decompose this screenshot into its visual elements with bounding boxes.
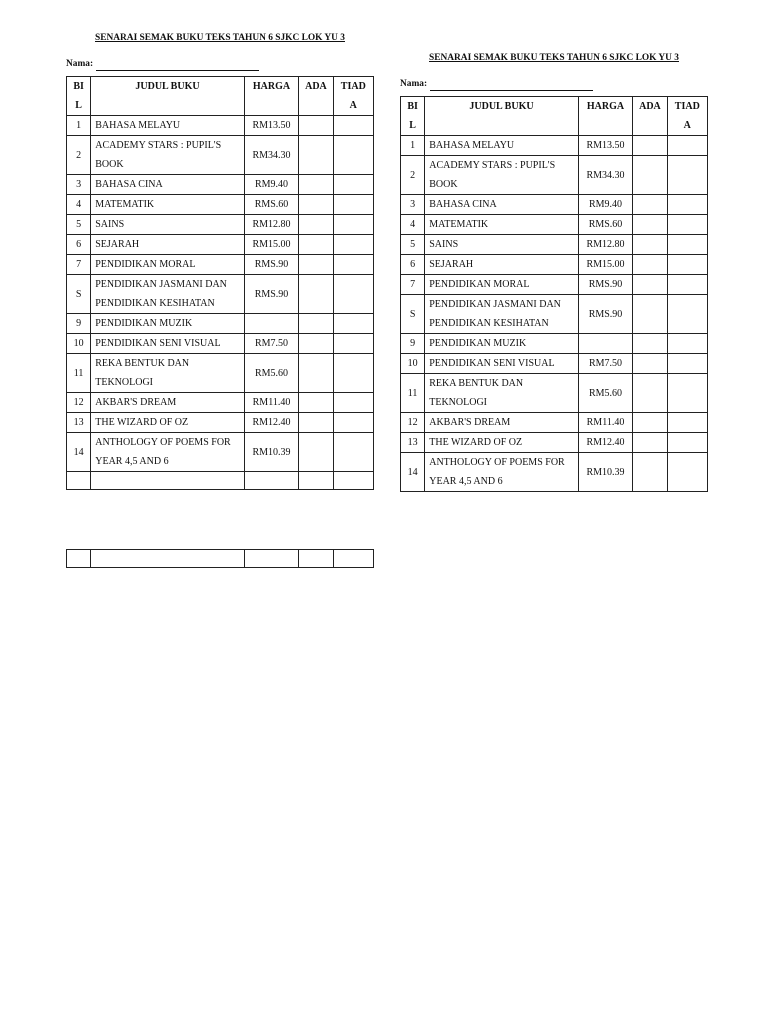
tiada-checkbox-cell[interactable] [333, 354, 373, 393]
table-row [67, 215, 374, 235]
book-price: RM12.40 [244, 413, 299, 433]
checklist-right [400, 51, 708, 492]
checklist-left [66, 31, 374, 490]
book-price: RM13.50 [578, 136, 633, 156]
row-number: 3 [401, 195, 425, 215]
row-number: 5 [67, 215, 91, 235]
tiada-checkbox-cell[interactable] [667, 413, 707, 433]
ada-checkbox-cell[interactable] [299, 116, 333, 136]
ada-checkbox-cell[interactable] [299, 215, 333, 235]
empty-cell[interactable] [333, 472, 373, 490]
table-row-empty [67, 472, 374, 490]
book-price: RM9.40 [244, 175, 299, 195]
tiada-checkbox-cell[interactable] [333, 413, 373, 433]
book-title: MATEMATIK [425, 215, 579, 235]
row-number: 13 [401, 433, 425, 453]
checklist-title: SENARAI SEMAK BUKU TEKS TAHUN 6 SJKC LOK YU 3 [429, 53, 679, 63]
ada-checkbox-cell[interactable] [633, 215, 667, 235]
book-price: RMS.90 [244, 255, 299, 275]
table-row [401, 334, 708, 354]
book-price: RM15.00 [578, 255, 633, 275]
table-row [401, 136, 708, 156]
row-number: 7 [401, 275, 425, 295]
empty-cell [67, 550, 91, 568]
book-table [66, 76, 374, 490]
tiada-checkbox-cell[interactable] [667, 453, 707, 492]
row-number: 13 [67, 413, 91, 433]
ada-checkbox-cell[interactable] [633, 195, 667, 215]
name-blank-line[interactable] [96, 60, 259, 71]
ada-checkbox-cell[interactable] [633, 255, 667, 275]
header-harga: HARGA [578, 97, 633, 136]
ada-checkbox-cell[interactable] [633, 275, 667, 295]
row-number: 5 [401, 235, 425, 255]
ada-checkbox-cell[interactable] [299, 314, 333, 334]
book-price: RM12.40 [578, 433, 633, 453]
row-number: 4 [67, 195, 91, 215]
tiada-checkbox-cell[interactable] [667, 215, 707, 235]
ada-checkbox-cell[interactable] [633, 453, 667, 492]
row-number: 10 [67, 334, 91, 354]
ada-checkbox-cell[interactable] [299, 136, 333, 175]
row-number: 9 [401, 334, 425, 354]
row-number: 11 [401, 374, 425, 413]
table-row [67, 195, 374, 215]
empty-cell[interactable] [91, 472, 245, 490]
header-judul: JUDUL BUKU [425, 97, 579, 136]
book-price [244, 314, 299, 334]
ada-checkbox-cell[interactable] [633, 413, 667, 433]
tiada-checkbox-cell[interactable] [667, 374, 707, 413]
book-title: ACADEMY STARS : PUPIL'S BOOK [425, 156, 579, 195]
header-ada: ADA [299, 77, 333, 116]
ada-checkbox-cell[interactable] [633, 374, 667, 413]
book-price: RM11.40 [244, 393, 299, 413]
ada-checkbox-cell[interactable] [299, 275, 333, 314]
book-price: RM5.60 [244, 354, 299, 393]
table-row [67, 136, 374, 175]
table-row [67, 116, 374, 136]
ada-checkbox-cell[interactable] [299, 334, 333, 354]
tiada-checkbox-cell[interactable] [667, 195, 707, 215]
tiada-checkbox-cell[interactable] [333, 215, 373, 235]
table-row [401, 235, 708, 255]
tiada-checkbox-cell[interactable] [667, 255, 707, 275]
row-number: 6 [67, 235, 91, 255]
row-number: 10 [401, 354, 425, 374]
table-row [67, 393, 374, 413]
tiada-checkbox-cell[interactable] [333, 235, 373, 255]
book-price: RMS.90 [578, 275, 633, 295]
ada-checkbox-cell[interactable] [633, 235, 667, 255]
tiada-checkbox-cell[interactable] [667, 354, 707, 374]
row-number: 4 [401, 215, 425, 235]
book-title: REKA BENTUK DAN TEKNOLOGI [425, 374, 579, 413]
header-tiada: TIAD A [667, 97, 707, 136]
table-row [67, 433, 374, 472]
book-price: RM34.30 [244, 136, 299, 175]
book-title: PENDIDIKAN SENI VISUAL [91, 334, 245, 354]
book-title: PENDIDIKAN SENI VISUAL [425, 354, 579, 374]
book-price: RM5.60 [578, 374, 633, 413]
table-row [67, 235, 374, 255]
row-number: 14 [67, 433, 91, 472]
row-number: S [67, 275, 91, 314]
book-title: REKA BENTUK DAN TEKNOLOGI [91, 354, 245, 393]
book-price: RMS.60 [244, 195, 299, 215]
table-row [401, 275, 708, 295]
table-row [401, 374, 708, 413]
tiada-checkbox-cell[interactable] [333, 255, 373, 275]
book-title: THE WIZARD OF OZ [91, 413, 245, 433]
book-price: RM12.80 [244, 215, 299, 235]
name-label: Nama: [66, 59, 94, 69]
tiada-checkbox-cell[interactable] [667, 433, 707, 453]
table-row [401, 354, 708, 374]
empty-cell[interactable] [244, 550, 299, 568]
table-row [401, 255, 708, 275]
ada-checkbox-cell[interactable] [633, 136, 667, 156]
book-price: RM34.30 [578, 156, 633, 195]
book-price: RM10.39 [578, 453, 633, 492]
tiada-checkbox-cell[interactable] [667, 235, 707, 255]
table-row [401, 295, 708, 334]
name-field-row [400, 77, 708, 91]
tiada-checkbox-cell[interactable] [333, 275, 373, 314]
table-row [67, 334, 374, 354]
tiada-checkbox-cell[interactable] [333, 136, 373, 175]
book-price [578, 334, 633, 354]
header-judul: JUDUL BUKU [91, 77, 245, 116]
tiada-checkbox-cell[interactable] [333, 195, 373, 215]
row-number: 3 [67, 175, 91, 195]
book-price: RM9.40 [578, 195, 633, 215]
empty-cell[interactable] [299, 550, 333, 568]
tiada-checkbox-cell[interactable] [333, 314, 373, 334]
header-bil: BI L [401, 97, 425, 136]
tiada-checkbox-cell[interactable] [667, 275, 707, 295]
ada-checkbox-cell[interactable] [299, 413, 333, 433]
ada-checkbox-cell[interactable] [633, 156, 667, 195]
name-blank-line[interactable] [430, 80, 593, 91]
name-label: Nama: [400, 79, 428, 89]
book-price: RM11.40 [578, 413, 633, 433]
book-table [400, 96, 708, 492]
table-header-row [67, 77, 374, 116]
table-row [67, 314, 374, 334]
tiada-checkbox-cell[interactable] [333, 433, 373, 472]
book-title: PENDIDIKAN MORAL [425, 275, 579, 295]
table-row [401, 453, 708, 492]
book-title: SEJARAH [91, 235, 245, 255]
book-title: MATEMATIK [91, 195, 245, 215]
empty-cell[interactable] [91, 550, 245, 568]
checklist-title: SENARAI SEMAK BUKU TEKS TAHUN 6 SJKC LOK YU 3 [95, 33, 345, 43]
table-header-row [401, 97, 708, 136]
empty-cell [67, 472, 91, 490]
ada-checkbox-cell[interactable] [633, 433, 667, 453]
row-number: 2 [401, 156, 425, 195]
row-number: 11 [67, 354, 91, 393]
book-title: THE WIZARD OF OZ [425, 433, 579, 453]
tiada-checkbox-cell[interactable] [333, 334, 373, 354]
row-number: 1 [401, 136, 425, 156]
row-number: 7 [67, 255, 91, 275]
empty-cell[interactable] [299, 472, 333, 490]
book-title: BAHASA MELAYU [425, 136, 579, 156]
tiada-checkbox-cell[interactable] [333, 393, 373, 413]
book-title: ANTHOLOGY OF POEMS FOR YEAR 4,5 AND 6 [91, 433, 245, 472]
ada-checkbox-cell[interactable] [299, 433, 333, 472]
book-title: BAHASA CINA [425, 195, 579, 215]
row-number: 2 [67, 136, 91, 175]
table-row [67, 175, 374, 195]
table-row [67, 413, 374, 433]
book-title: BAHASA CINA [91, 175, 245, 195]
table-row [401, 195, 708, 215]
table-row [67, 275, 374, 314]
book-title: SAINS [91, 215, 245, 235]
ada-checkbox-cell[interactable] [299, 255, 333, 275]
row-number: 6 [401, 255, 425, 275]
name-field-row [66, 57, 374, 71]
tiada-checkbox-cell[interactable] [667, 295, 707, 334]
book-price: RM7.50 [578, 354, 633, 374]
tiada-checkbox-cell[interactable] [333, 116, 373, 136]
book-price: RM13.50 [244, 116, 299, 136]
extra-empty-row-table [66, 549, 374, 568]
row-number: 9 [67, 314, 91, 334]
book-title: ACADEMY STARS : PUPIL'S BOOK [91, 136, 245, 175]
table-row [401, 433, 708, 453]
ada-checkbox-cell[interactable] [633, 354, 667, 374]
book-title: SEJARAH [425, 255, 579, 275]
ada-checkbox-cell[interactable] [299, 195, 333, 215]
book-title: PENDIDIKAN JASMANI DAN PENDIDIKAN KESIHATAN [425, 295, 579, 334]
ada-checkbox-cell[interactable] [299, 354, 333, 393]
book-price: RM7.50 [244, 334, 299, 354]
table-row [401, 413, 708, 433]
tiada-checkbox-cell[interactable] [667, 136, 707, 156]
book-title: PENDIDIKAN MUZIK [425, 334, 579, 354]
ada-checkbox-cell[interactable] [633, 295, 667, 334]
book-title: AKBAR'S DREAM [91, 393, 245, 413]
row-number: 12 [401, 413, 425, 433]
book-title: PENDIDIKAN MUZIK [91, 314, 245, 334]
empty-cell[interactable] [244, 472, 299, 490]
table-row-empty [67, 550, 374, 568]
table-row [401, 215, 708, 235]
book-price: RM12.80 [578, 235, 633, 255]
book-title: PENDIDIKAN MORAL [91, 255, 245, 275]
ada-checkbox-cell[interactable] [633, 334, 667, 354]
tiada-checkbox-cell[interactable] [333, 175, 373, 195]
book-title: PENDIDIKAN JASMANI DAN PENDIDIKAN KESIHATAN [91, 275, 245, 314]
ada-checkbox-cell[interactable] [299, 235, 333, 255]
book-price: RM10.39 [244, 433, 299, 472]
ada-checkbox-cell[interactable] [299, 175, 333, 195]
book-title: AKBAR'S DREAM [425, 413, 579, 433]
row-number: 1 [67, 116, 91, 136]
row-number: 12 [67, 393, 91, 413]
tiada-checkbox-cell[interactable] [667, 334, 707, 354]
header-tiada: TIAD A [333, 77, 373, 116]
header-ada: ADA [633, 97, 667, 136]
book-price: RMS.90 [244, 275, 299, 314]
book-price: RMS.90 [578, 295, 633, 334]
ada-checkbox-cell[interactable] [299, 393, 333, 413]
book-title: ANTHOLOGY OF POEMS FOR YEAR 4,5 AND 6 [425, 453, 579, 492]
tiada-checkbox-cell[interactable] [667, 156, 707, 195]
table-row [401, 156, 708, 195]
table-row [67, 354, 374, 393]
row-number: 14 [401, 453, 425, 492]
row-number: S [401, 295, 425, 334]
table-row [67, 255, 374, 275]
empty-cell[interactable] [333, 550, 373, 568]
header-bil: BI L [67, 77, 91, 116]
header-harga: HARGA [244, 77, 299, 116]
book-title: BAHASA MELAYU [91, 116, 245, 136]
book-price: RM15.00 [244, 235, 299, 255]
book-title: SAINS [425, 235, 579, 255]
book-price: RMS.60 [578, 215, 633, 235]
